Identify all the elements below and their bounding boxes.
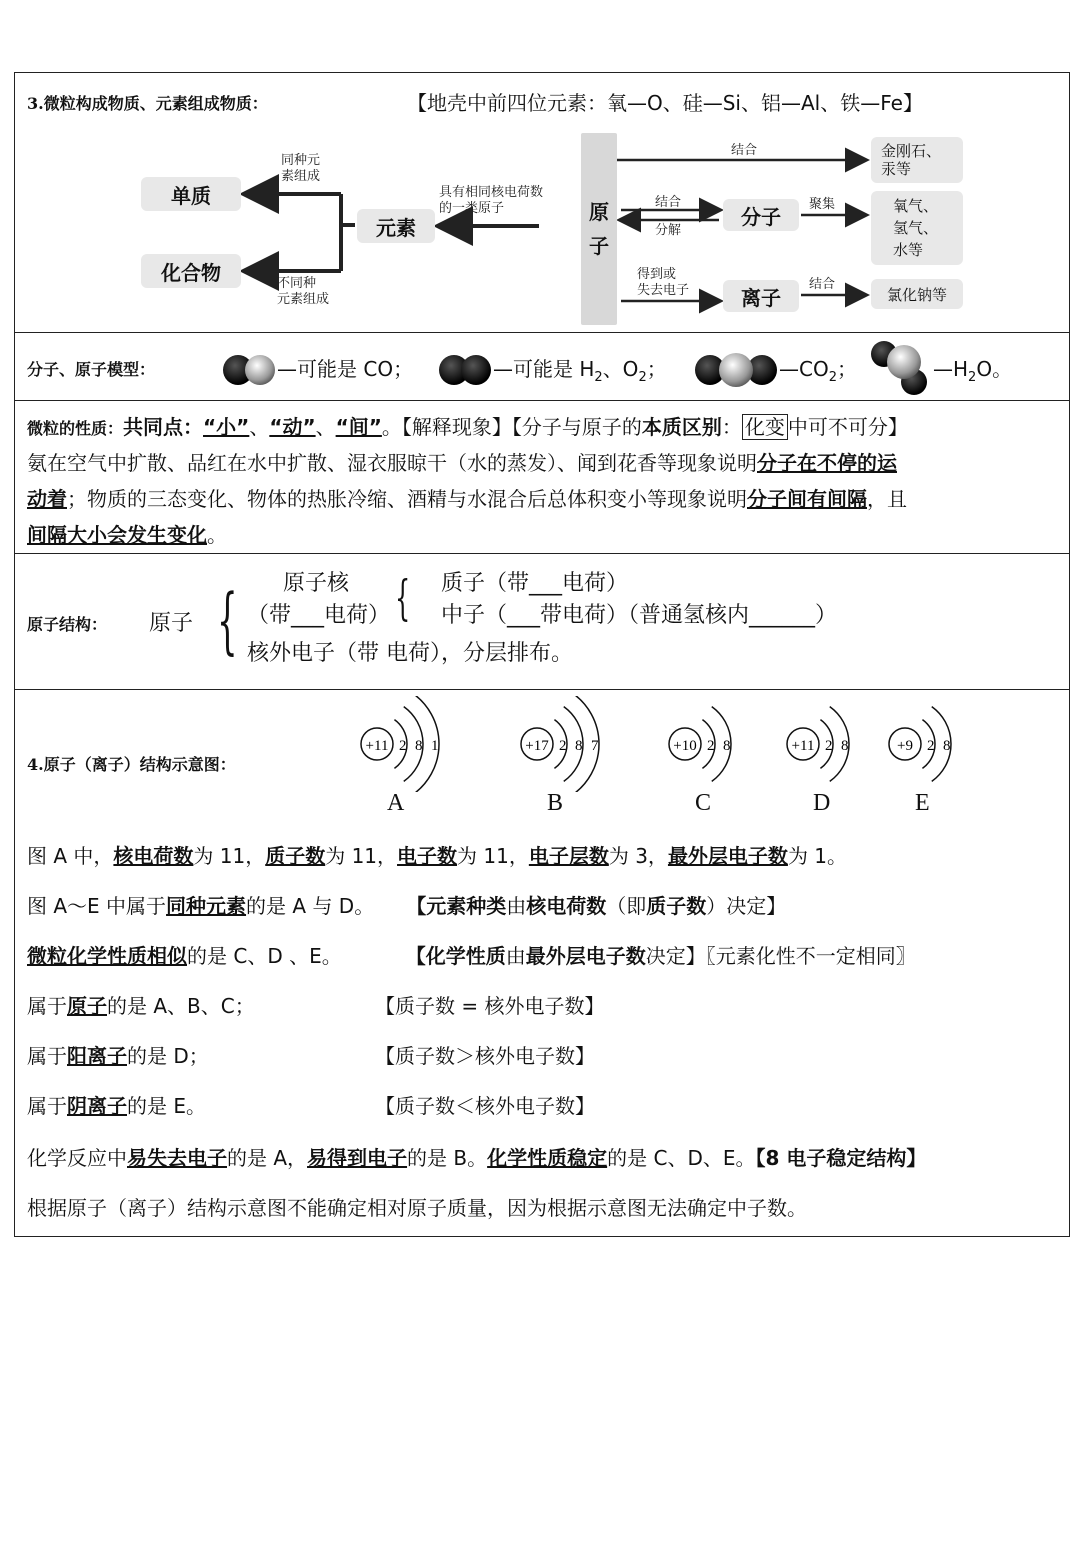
nucleus-charge: +11: [791, 738, 815, 754]
danzhi-box: 单质: [141, 177, 241, 211]
h2o-text: $—H_2O$。: [933, 357, 1013, 385]
shell-electron-count: 7: [591, 738, 599, 754]
section-particles-elements: [15, 73, 1069, 333]
atom-diagram-e: [885, 696, 1005, 816]
boxed-term: 化变: [742, 414, 788, 440]
nucleus-charge: +17: [525, 738, 549, 754]
crust-elements-note: 【地壳中前四位元素：氧—O、硅—Si、铝—Al、铁—Fe】: [407, 91, 923, 115]
section-title: 3.微粒构成物质、元素组成物质：: [27, 94, 268, 113]
properties-line-3: 动着；物质的三态变化、物体的热胀冷缩、酒精与水混合后总体积变小等现象说明分子间有间隔，且: [27, 487, 907, 511]
line-conclusion: 根据原子（离子）结构示意图不能确定相对原子质量，因为根据示意图无法确定中子数。: [27, 1196, 807, 1220]
line-similar-props: 微粒化学性质相似的是 C、D 、E。 【化学性质由最外层电子数决定】〖元素化性不一定相同〗: [27, 944, 916, 968]
combine-label-1: 结合: [731, 143, 758, 158]
ion-box: 离子: [723, 280, 799, 312]
line-atoms: 属于原子的是 A、B、C； 【质子数 = 核外电子数】: [27, 994, 605, 1018]
combine-label-3: 结合: [809, 277, 836, 292]
notes-table: [14, 72, 1070, 1237]
section-atom-diagrams: [15, 690, 1069, 1236]
section-properties: [15, 401, 1069, 554]
structure-nucleus: 原子核: [283, 571, 350, 596]
result-oxygen: 氧气、 氢气、 水等: [871, 191, 963, 265]
line-cations: 属于阳离子的是 D； 【质子数＞核外电子数】: [27, 1044, 595, 1068]
structure-neutron: 中子（___带电荷）（普通氢核内______）: [441, 603, 838, 628]
result-nacl: 氯化钠等: [871, 279, 963, 309]
shell-electron-count: 8: [575, 738, 583, 754]
properties-line-2: 氨在空气中扩散、品红在水中扩散、湿衣服晾干（水的蒸发）、闻到花香等现象说明分子在不停的运: [27, 451, 897, 475]
h2-o2-text: —可能是 $H_2$、$O_2$；: [493, 357, 667, 385]
combine-label-2: 结合: [655, 195, 682, 210]
diagram-letter: E: [915, 790, 930, 816]
atom-diagram-svg: [885, 696, 1005, 792]
structure-nucleus-charge: （带___电荷）: [247, 603, 391, 628]
shell-electron-count: 1: [431, 738, 439, 754]
structure-electron: 核外电子（带 电荷），分层排布。: [247, 641, 573, 666]
diagram-letter: D: [813, 790, 831, 816]
section-models: [15, 333, 1069, 401]
shell-electron-count: 8: [723, 738, 731, 754]
shell-electron-count: 8: [415, 738, 423, 754]
structure-atom: 原子: [149, 611, 194, 636]
atom-diagram-b: [517, 696, 637, 816]
inner-brace: {: [395, 570, 411, 626]
same-element-label: 同种元 素组成: [281, 153, 321, 184]
properties-label: 微粒的性质：: [27, 419, 124, 438]
line-a-info: 图 A 中，核电荷数为 11，质子数为 11，电子数为 11，电子层数为 3，最外层电子数为 1。: [27, 844, 848, 868]
gain-lose-label: 得到或 失去电子: [637, 267, 690, 298]
left-brace: {: [217, 578, 238, 662]
structure-proton: 质子（带___电荷）: [441, 571, 629, 596]
section-atom-structure: [15, 554, 1069, 690]
structure-label: 原子结构：: [27, 615, 108, 634]
atom-diagram-svg: [517, 696, 637, 792]
atom-diagram-svg: [665, 696, 785, 792]
diagram-letter: C: [695, 790, 712, 816]
co-text: —可能是 CO；: [277, 357, 414, 381]
decompose-label: 分解: [655, 223, 682, 238]
diff-element-label: 不同种 元素组成: [277, 276, 330, 307]
result-diamond: 金刚石、 汞等: [871, 137, 963, 183]
atom-diagram-a: [357, 696, 477, 816]
shell-electron-count: 2: [399, 738, 407, 754]
element-box: 元素: [357, 209, 435, 243]
diagram-letter: B: [547, 790, 564, 816]
atom-diagram-svg: [357, 696, 477, 792]
properties-line-4: 间隔大小会发生变化。: [27, 523, 227, 547]
molecule-box: 分子: [723, 199, 799, 231]
nucleus-charge: +9: [897, 738, 913, 754]
shell-electron-count: 2: [825, 738, 833, 754]
models-label: 分子、原子模型：: [27, 360, 156, 379]
shell-electron-count: 2: [559, 738, 567, 754]
same-charge-label: 具有相同核电荷数 的一类原子: [439, 185, 544, 216]
shell-electron-count: 8: [841, 738, 849, 754]
shell-electron-count: 2: [707, 738, 715, 754]
shell-electron-count: 8: [943, 738, 951, 754]
diagram-letter: A: [387, 790, 405, 816]
diagrams-label: 4.原子（离子）结构示意图：: [27, 755, 236, 774]
co2-text: $—CO_2$；: [779, 357, 857, 385]
line-reaction: 化学反应中易失去电子的是 A，易得到电子的是 B。化学性质稳定的是 C、D、E。【8 电子稳定结构】: [27, 1146, 927, 1170]
line-anions: 属于阴离子的是 E。 【质子数＜核外电子数】: [27, 1094, 595, 1118]
gather-label: 聚集: [809, 197, 836, 212]
nucleus-charge: +11: [365, 738, 389, 754]
atom-diagram-c: [665, 696, 785, 816]
properties-line-1: 微粒的性质：共同点：“小”、“动”、“间”。【解释现象】【分子与原子的本质区别： 化变 中可不可分】: [27, 415, 908, 439]
atom-box: 原 子: [581, 133, 617, 325]
huahewu-box: 化合物: [141, 254, 241, 288]
nucleus-charge: +10: [673, 738, 697, 754]
shell-electron-count: 2: [927, 738, 935, 754]
line-same-element: 图 A～E 中属于同种元素的是 A 与 D。 【元素种类由核电荷数（即质子数）决定】: [27, 894, 787, 918]
